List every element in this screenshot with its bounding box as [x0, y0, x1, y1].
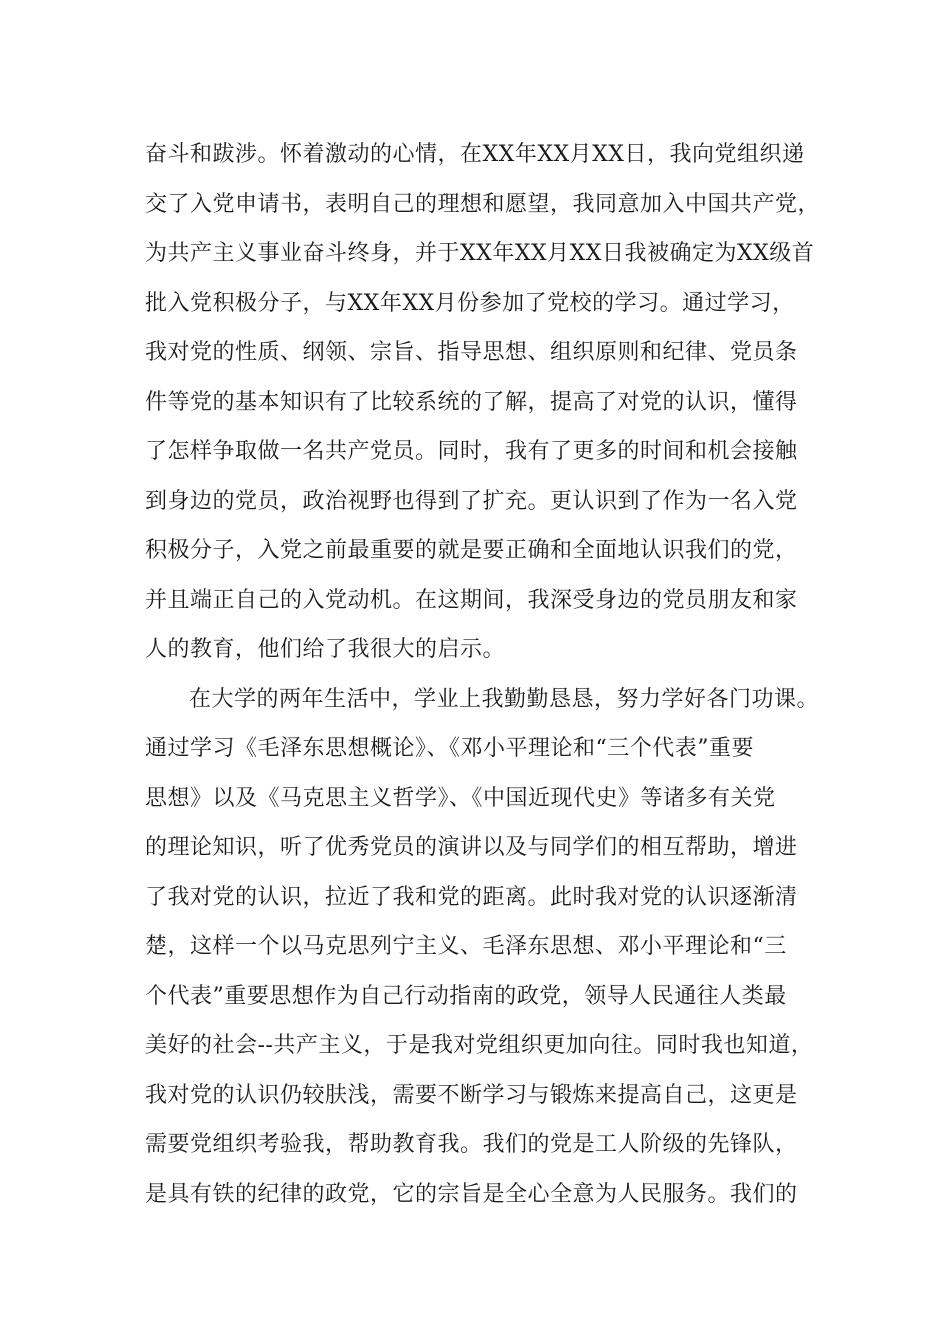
text-line: 思想》以及《马克思主义哲学》、《中国近现代史》等诸多有关党	[145, 785, 776, 811]
paragraph-2	[145, 675, 835, 1220]
text-line: 我对党的认识仍较肤浅，需要不断学习与锻炼来提高自己，这更是	[145, 1082, 798, 1108]
text-line: 是具有铁的纪律的政党，它的宗旨是全心全意为人民服务。我们的	[145, 1181, 798, 1207]
text-line: 我对党的性质、纲领、宗旨、指导思想、组织原则和纪律、党员条	[145, 340, 798, 365]
text-line: 为共产主义事业奋斗终身，并于XX年XX月XX日我被确定为XX级首	[145, 241, 815, 266]
text-line: 需要党组织考验我，帮助教育我。我们的党是工人阶级的先锋队，	[145, 1132, 798, 1157]
text-line: 人的教育，他们给了我很大的启示。	[145, 637, 506, 662]
text-line: 并且端正自己的入党动机。在这期间，我深受身边的党员朋友和家	[145, 587, 798, 613]
text-line: 了我对党的认识，拉近了我和党的距离。此时我对党的认识逐渐清	[145, 884, 798, 910]
text-line: 积极分子，入党之前最重要的就是要正确和全面地认识我们的党，	[145, 538, 798, 563]
text-line: 交了入党申请书，表明自己的理想和愿望，我同意加入中国共产党，	[145, 191, 821, 217]
text-line: 奋斗和跋涉。怀着激动的心情，在XX年XX月XX日，我向党组织递	[145, 142, 805, 167]
text-line: 到身边的党员，政治视野也得到了扩充。更认识到了作为一名入党	[145, 488, 798, 514]
paragraph-1	[145, 130, 835, 675]
text-line: 批入党积极分子，与XX年XX月份参加了党校的学习。通过学习，	[145, 290, 795, 316]
text-line: 了怎样争取做一名共产党员。同时，我有了更多的时间和机会接触	[145, 439, 798, 464]
text-line: 件等党的基本知识有了比较系统的了解，提高了对党的认识，懂得	[145, 389, 798, 415]
text-line: 个代表”重要思想作为自己行动指南的政党，领导人民通往人类最	[145, 983, 787, 1009]
text-line: 的理论知识，听了优秀党员的演讲以及与同学们的相互帮助，增进	[145, 835, 798, 860]
text-line: 楚，这样一个以马克思列宁主义、毛泽东思想、邓小平理论和“三	[145, 934, 787, 959]
text-line: 在大学的两年生活中，学业上我勤勤恳恳，努力学好各门功课。	[189, 686, 820, 712]
text-line: 通过学习《毛泽东思想概论》、《邓小平理论和“三个代表”重要	[145, 736, 754, 761]
text-line: 美好的社会--共产主义，于是我对党组织更加向往。同时我也知道，	[145, 1033, 814, 1058]
body-text	[145, 130, 835, 1219]
